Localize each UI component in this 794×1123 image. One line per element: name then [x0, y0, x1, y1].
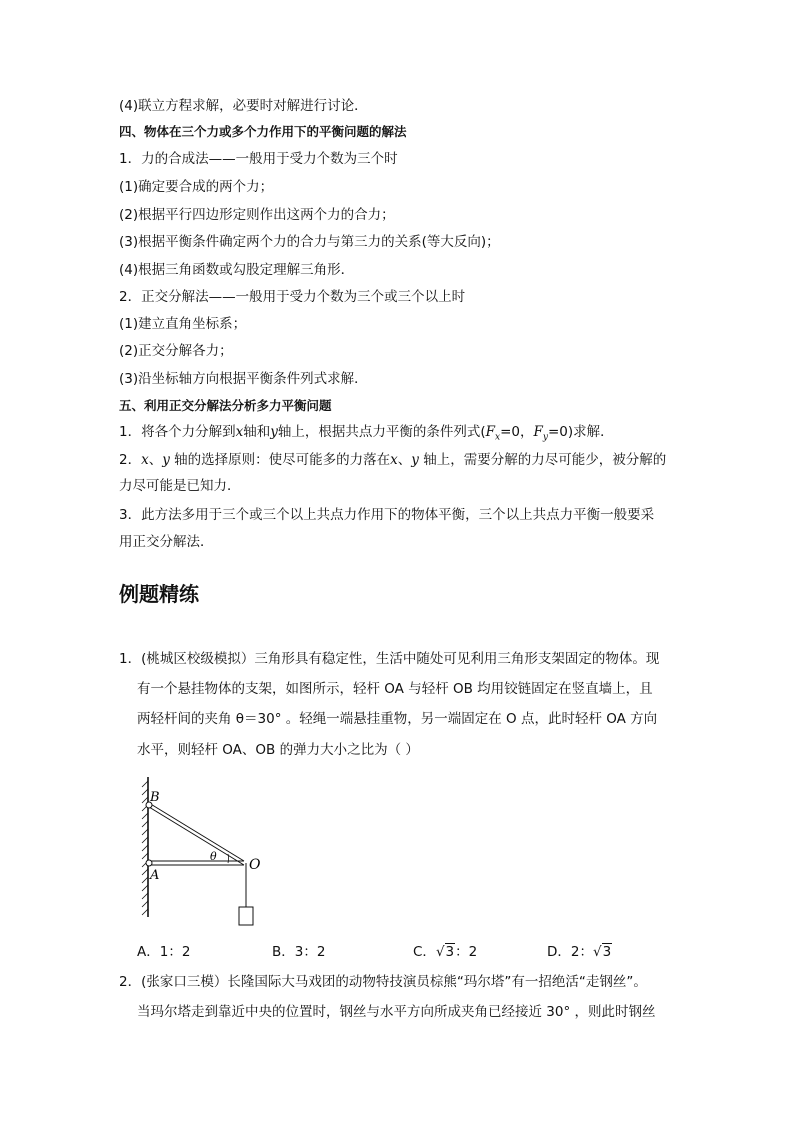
line-1: (4)联立方程求解，必要时对解进行讨论． — [119, 98, 368, 114]
question-2-line-1: 2．(张家口三模）长隆国际大马戏团的动物特技演员棕熊“玛尔塔”有一招绝活“走钢丝”。 — [119, 974, 647, 990]
option-c[interactable]: C．√3：2 — [413, 944, 478, 960]
question-1-line-4: 水平，则轻杆 OA、OB 的弹力大小之比为（ ） — [137, 742, 419, 758]
rod-ob — [149, 803, 244, 865]
line-11: (3)沿坐标轴方向根据平衡条件列式求解． — [119, 371, 368, 387]
label-a: A — [150, 868, 160, 883]
question-1-line-3: 两轻杆间的夹角 θ＝30° 。轻绳一端悬挂重物，另一端固定在 O 点，此时轻杆 OA 方向 — [137, 711, 658, 727]
rod-oa — [149, 861, 244, 865]
question-2-line-2: 当玛尔塔走到靠近中央的位置时，钢丝与水平方向所成夹角已经接近 30° ，则此时钢丝 — [137, 1004, 656, 1020]
label-theta: θ — [210, 850, 217, 863]
line-8: 2．正交分解法——一般用于受力个数为三个或三个以上时 — [119, 289, 466, 305]
paragraph-2-line-2: 力尽可能是已知力． — [119, 478, 241, 494]
heading-5: 五、利用正交分解法分析多力平衡问题 — [119, 398, 332, 413]
sqrt-3: √3 — [592, 944, 612, 960]
line-10: (2)正交分解各力； — [119, 343, 233, 359]
option-b[interactable]: B．3：2 — [272, 944, 326, 960]
line-5: (2)根据平行四边形定则作出这两个力的合力； — [119, 207, 395, 223]
weight — [239, 907, 253, 925]
line-4: (1)确定要合成的两个力； — [119, 179, 274, 195]
label-o: O — [249, 857, 261, 873]
question-1-line-2: 有一个悬挂物体的支架，如图所示，轻杆 OA 与轻杆 OB 均用铰链固定在竖直墙上，且 — [137, 681, 653, 697]
heading-4: 四、物体在三个力或多个力作用下的平衡问题的解法 — [119, 124, 407, 139]
label-b: B — [150, 790, 160, 805]
line-6: (3)根据平衡条件确定两个力的合力与第三力的关系(等大反向)； — [119, 234, 500, 250]
option-a[interactable]: A．1：2 — [137, 944, 191, 960]
paragraph-2-line-1: 2．x、y 轴的选择原则：使尽可能多的力落在x、y 轴上，需要分解的力尽可能少，被分解的 — [119, 452, 667, 468]
sqrt-3: √3 — [435, 944, 455, 960]
option-d[interactable]: D．2：√3 — [547, 944, 612, 960]
wall-hatching — [142, 781, 148, 915]
line-9: (1)建立直角坐标系； — [119, 316, 247, 332]
section-title: 例题精练 — [119, 582, 199, 606]
line-3: 1．力的合成法——一般用于受力个数为三个时 — [119, 151, 398, 167]
line-7: (4)根据三角函数或勾股定理解三角形． — [119, 262, 355, 278]
paragraph-1: 1．将各个力分解到x轴和y轴上，根据共点力平衡的条件列式($F_x=0$，$F_y=0$)求解． — [119, 424, 614, 443]
angle-arc — [228, 854, 229, 863]
question-1-line-1: 1．(桃城区校级模拟）三角形具有稳定性，生活中随处可见利用三角形支架固定的物体。现 — [119, 651, 660, 667]
paragraph-3-line-1: 3．此方法多用于三个或三个以上共点力作用下的物体平衡，三个以上共点力平衡一般要采 — [119, 507, 655, 523]
hinge-a — [146, 860, 152, 866]
paragraph-3-line-2: 用正交分解法． — [119, 534, 214, 550]
bracket-figure — [130, 775, 280, 935]
